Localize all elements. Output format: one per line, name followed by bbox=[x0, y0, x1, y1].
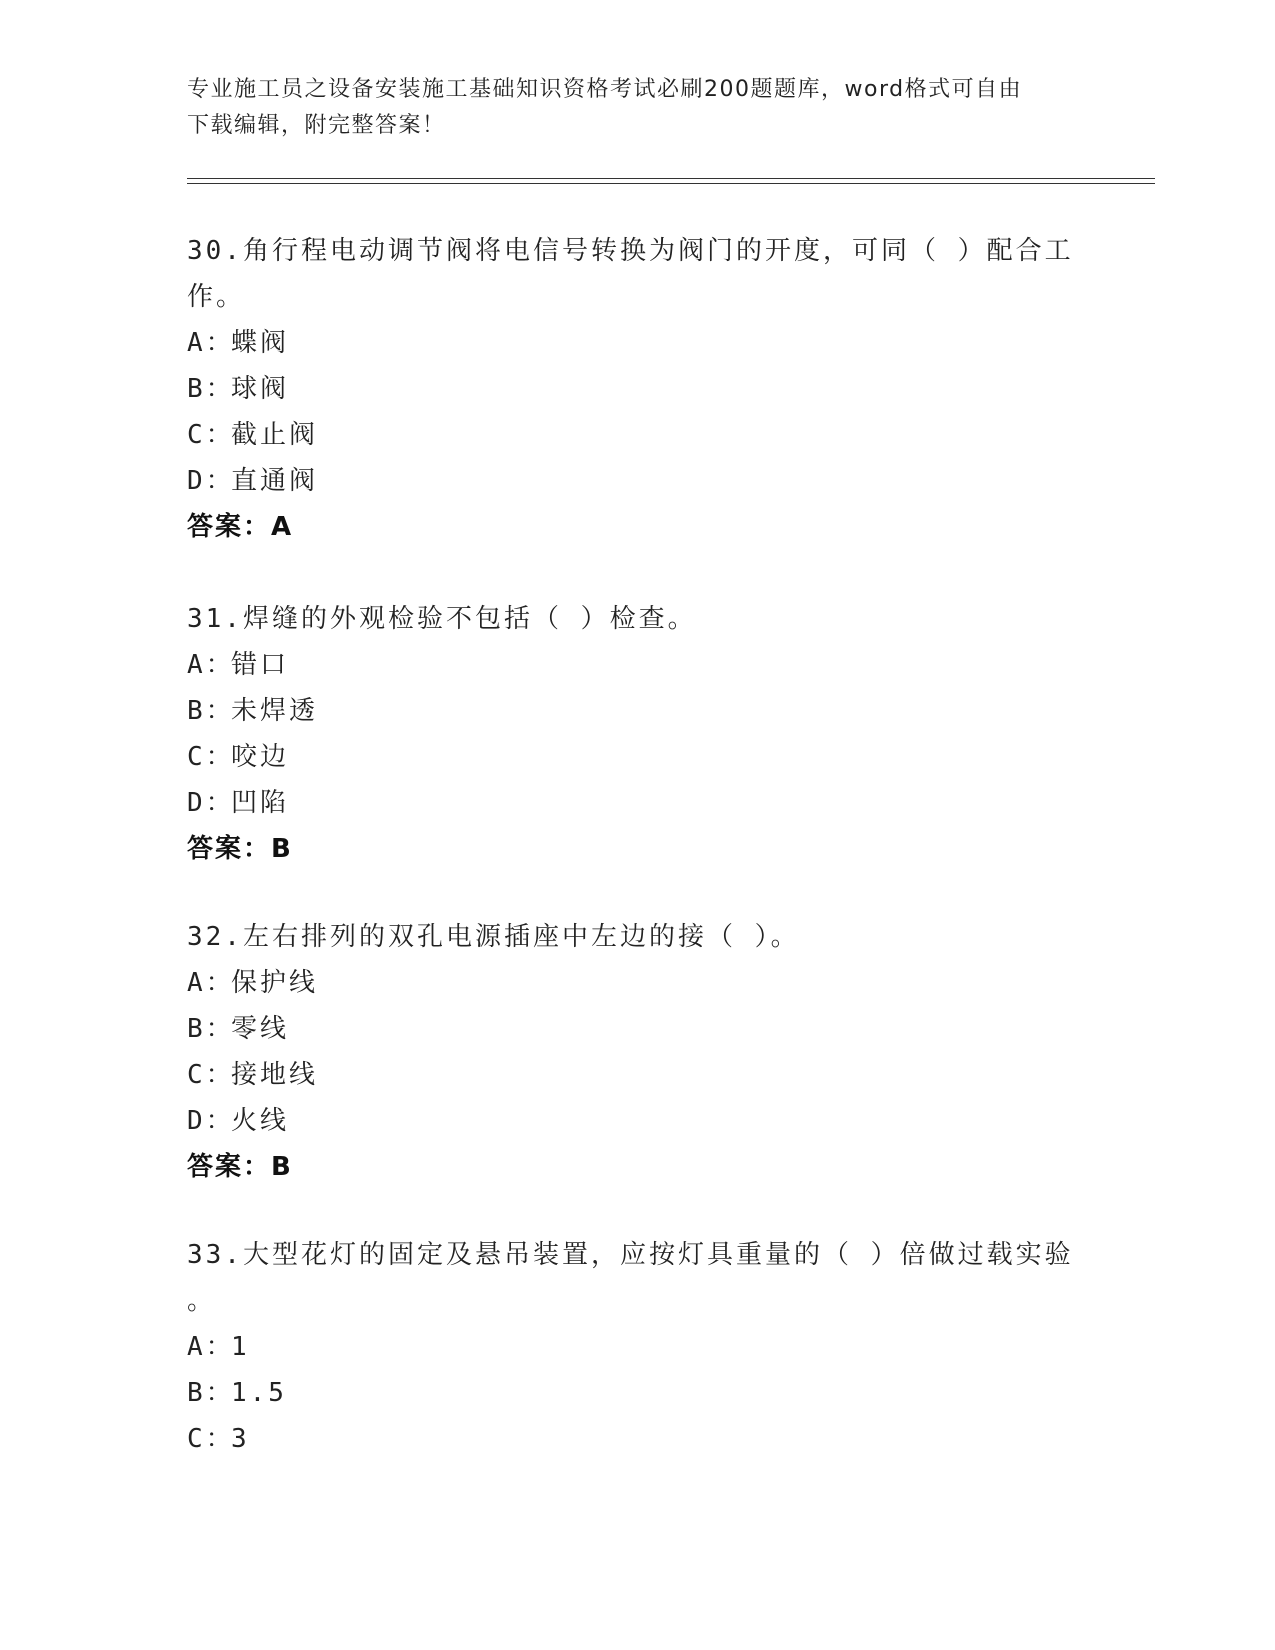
option-text: 零线 bbox=[231, 1014, 290, 1044]
option-letter: B： bbox=[187, 696, 235, 726]
option-text: 球阀 bbox=[231, 374, 290, 404]
option-letter: A： bbox=[187, 328, 235, 358]
option-text: 接地线 bbox=[231, 1060, 319, 1090]
option-b bbox=[187, 1006, 1087, 1052]
header-title-line-2: 下载编辑，附完整答案！ bbox=[187, 113, 446, 138]
option-letter: D： bbox=[187, 1106, 235, 1136]
option-text: 蝶阀 bbox=[231, 328, 290, 358]
option-text: 3 bbox=[231, 1424, 250, 1454]
option-c bbox=[187, 734, 1087, 780]
option-letter: D： bbox=[187, 788, 235, 818]
question-stem-line-1: 31.焊缝的外观检验不包括（ ）检查。 bbox=[187, 604, 697, 634]
answer-label: 答案：B bbox=[187, 834, 293, 864]
option-b bbox=[187, 1370, 1087, 1416]
option-text: 1 bbox=[231, 1332, 250, 1362]
option-text: 直通阀 bbox=[231, 466, 319, 496]
option-c bbox=[187, 412, 1087, 458]
option-letter: D： bbox=[187, 466, 235, 496]
question-stem bbox=[187, 596, 1087, 642]
option-text: 火线 bbox=[231, 1106, 290, 1136]
question-stem-line-1: 30.角行程电动调节阀将电信号转换为阀门的开度，可同（ ）配合工 bbox=[187, 236, 1074, 266]
option-letter: A： bbox=[187, 650, 235, 680]
option-d bbox=[187, 458, 1087, 504]
option-a bbox=[187, 320, 1087, 366]
option-letter: A： bbox=[187, 1332, 235, 1362]
option-text: 错口 bbox=[231, 650, 290, 680]
question-stem bbox=[187, 1232, 1087, 1324]
option-a bbox=[187, 1324, 1087, 1370]
answer-label: 答案：A bbox=[187, 512, 294, 542]
question-31 bbox=[187, 596, 1087, 872]
question-32 bbox=[187, 914, 1087, 1190]
header-title-line-1: 专业施工员之设备安装施工基础知识资格考试必刷200题题库，word格式可自由 bbox=[187, 77, 1023, 102]
option-d bbox=[187, 1098, 1087, 1144]
question-stem bbox=[187, 914, 1087, 960]
option-letter: C： bbox=[187, 420, 235, 450]
option-b bbox=[187, 688, 1087, 734]
option-d bbox=[187, 780, 1087, 826]
option-letter: C： bbox=[187, 1424, 235, 1454]
option-letter: B： bbox=[187, 1378, 235, 1408]
option-text: 1.5 bbox=[231, 1378, 287, 1408]
answer-label: 答案：B bbox=[187, 1152, 293, 1182]
header-divider-top bbox=[187, 178, 1155, 179]
option-letter: A： bbox=[187, 968, 235, 998]
option-c bbox=[187, 1052, 1087, 1098]
option-text: 未焊透 bbox=[231, 696, 319, 726]
option-letter: B： bbox=[187, 1014, 235, 1044]
question-stem-line-1: 33.大型花灯的固定及悬吊装置，应按灯具重量的（ ）倍做过载实验 bbox=[187, 1240, 1074, 1270]
question-33 bbox=[187, 1232, 1087, 1462]
option-text: 咬边 bbox=[231, 742, 290, 772]
question-stem bbox=[187, 228, 1087, 320]
option-letter: B： bbox=[187, 374, 235, 404]
option-b bbox=[187, 366, 1087, 412]
question-stem-line-2: 作。 bbox=[187, 282, 246, 312]
option-a bbox=[187, 642, 1087, 688]
option-text: 保护线 bbox=[231, 968, 319, 998]
option-a bbox=[187, 960, 1087, 1006]
option-letter: C： bbox=[187, 1060, 235, 1090]
question-stem-line-1: 32.左右排列的双孔电源插座中左边的接（ ）。 bbox=[187, 922, 800, 952]
option-text: 凹陷 bbox=[231, 788, 290, 818]
question-30 bbox=[187, 228, 1087, 550]
question-stem-line-2: 。 bbox=[187, 1286, 217, 1316]
option-text: 截止阀 bbox=[231, 420, 319, 450]
header-divider-bottom bbox=[187, 183, 1155, 184]
option-c bbox=[187, 1416, 1087, 1462]
option-letter: C： bbox=[187, 742, 235, 772]
document-header bbox=[187, 72, 1087, 144]
